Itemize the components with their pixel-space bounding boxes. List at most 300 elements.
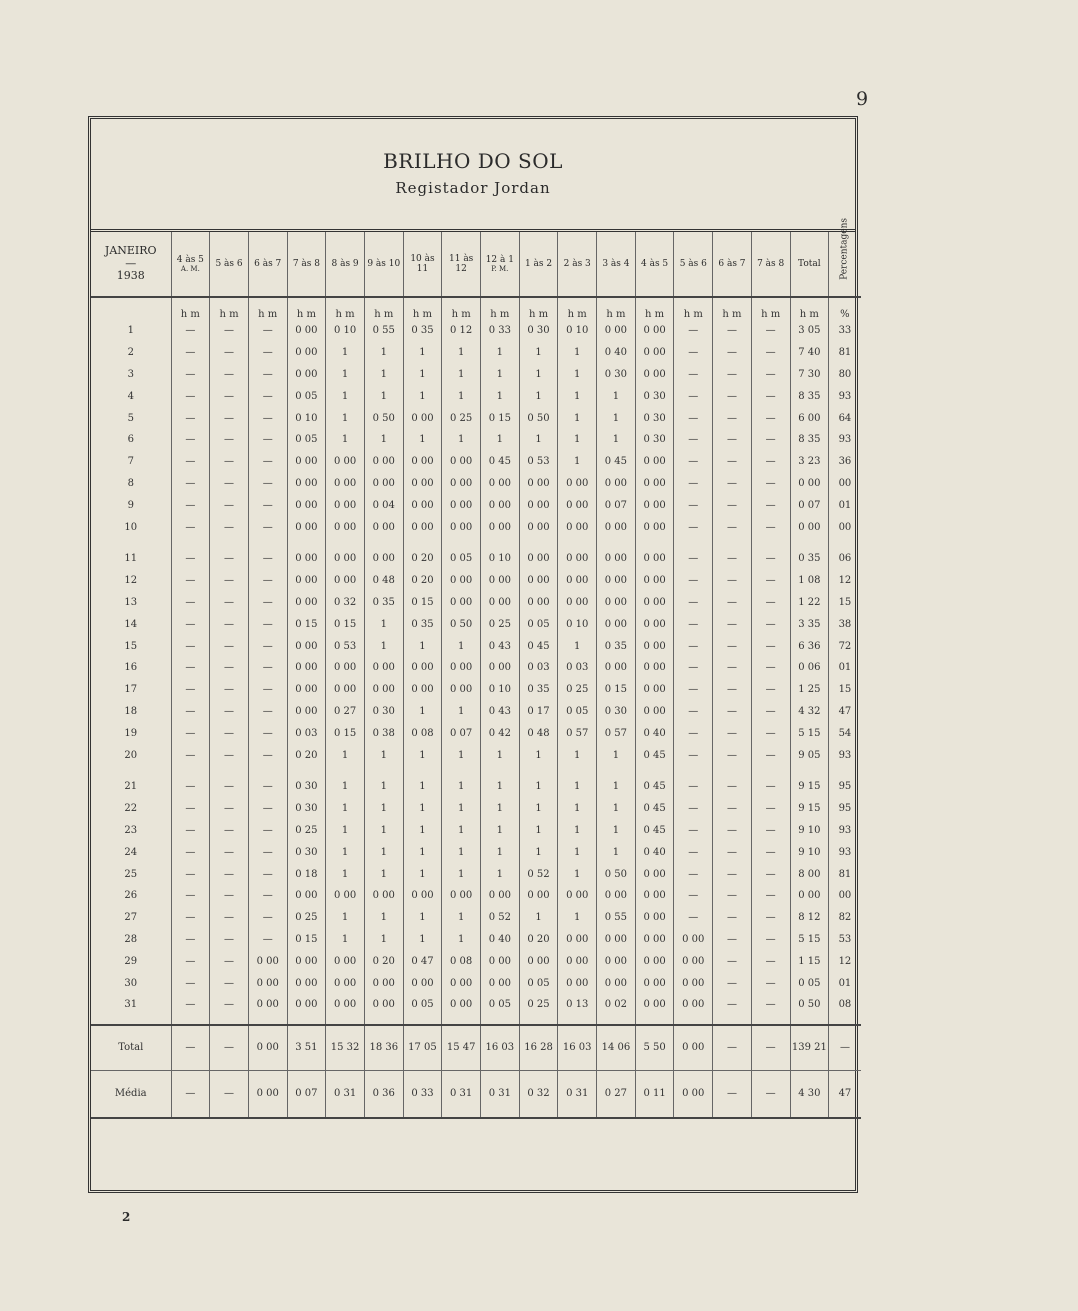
table-cell: 0 00 xyxy=(326,451,365,473)
table-cell: 0 48 xyxy=(364,570,403,592)
table-cell: 8 00 xyxy=(790,863,829,885)
table-cell: — xyxy=(210,841,249,863)
table-cell: — xyxy=(210,429,249,451)
table-row xyxy=(91,451,861,473)
spacer-cell xyxy=(635,538,674,548)
table-cell: 0 00 xyxy=(635,451,674,473)
table-cell: 00 xyxy=(829,473,861,495)
table-cell: — xyxy=(210,516,249,538)
table-cell: — xyxy=(674,776,713,798)
table-row xyxy=(91,820,861,842)
table-cell: 0 00 xyxy=(790,473,829,495)
spacer-cell xyxy=(674,1016,713,1025)
table-cell: h m xyxy=(248,297,287,320)
table-cell: — xyxy=(248,657,287,679)
table-cell: — xyxy=(248,516,287,538)
table-cell: — xyxy=(210,701,249,723)
table-cell: 1 xyxy=(364,744,403,766)
table-cell: 0 07 xyxy=(790,494,829,516)
sunshine-table-frame xyxy=(88,116,858,1193)
table-cell: 0 30 xyxy=(287,798,326,820)
table-cell: 1 xyxy=(403,744,442,766)
table-cell: — xyxy=(210,385,249,407)
table-cell: 0 00 xyxy=(519,885,558,907)
table-cell: 0 00 xyxy=(558,548,597,570)
table-cell: — xyxy=(248,613,287,635)
table-cell: — xyxy=(171,494,210,516)
table-cell: 0 25 xyxy=(558,679,597,701)
table-cell: — xyxy=(674,744,713,766)
table-cell: h m xyxy=(751,297,790,320)
table-cell: — xyxy=(674,701,713,723)
table-cell: — xyxy=(674,364,713,386)
spacer-cell xyxy=(558,1016,597,1025)
table-cell: 0 31 xyxy=(442,1070,481,1118)
table-cell: 23 xyxy=(124,824,138,836)
spacer-cell xyxy=(519,538,558,548)
table-cell: — xyxy=(674,516,713,538)
table-cell: 0 07 xyxy=(597,494,636,516)
table-cell: 0 00 xyxy=(635,950,674,972)
table-cell: 0 00 xyxy=(519,570,558,592)
table-row xyxy=(91,929,861,951)
table-cell: — xyxy=(713,320,752,342)
table-cell: — xyxy=(171,364,210,386)
table-cell: — xyxy=(751,679,790,701)
table-cell: 0 00 xyxy=(442,972,481,994)
spacer-cell xyxy=(326,1016,365,1025)
table-cell: — xyxy=(713,1070,752,1118)
table-cell: 0 00 xyxy=(442,885,481,907)
table-cell: — xyxy=(751,701,790,723)
table-cell: 19 xyxy=(124,727,138,739)
table-row xyxy=(91,657,861,679)
table-cell: 6 36 xyxy=(790,635,829,657)
table-cell: — xyxy=(751,635,790,657)
table-cell: 0 35 xyxy=(790,548,829,570)
table-cell: 9 15 xyxy=(790,798,829,820)
spacer-cell xyxy=(210,766,249,776)
table-row xyxy=(91,994,861,1016)
table-cell: — xyxy=(248,744,287,766)
table-cell: 2 xyxy=(127,347,134,359)
table-cell: 0 45 xyxy=(635,820,674,842)
hour-column-header xyxy=(287,232,326,297)
table-cell: 81 xyxy=(829,342,861,364)
hour-column-label: 6 às 7 xyxy=(254,258,282,269)
hour-column-header xyxy=(713,232,752,297)
table-cell: 0 00 xyxy=(635,701,674,723)
table-cell: 0 00 xyxy=(287,364,326,386)
table-cell: 0 30 xyxy=(597,364,636,386)
table-cell: 11 xyxy=(124,553,138,565)
table-cell: 0 00 xyxy=(287,342,326,364)
table-cell: — xyxy=(171,950,210,972)
table-cell: 0 15 xyxy=(287,929,326,951)
table-cell: 0 00 xyxy=(635,516,674,538)
table-row xyxy=(91,701,861,723)
table-cell: 0 00 xyxy=(558,592,597,614)
spacer-cell xyxy=(287,766,326,776)
unit-row xyxy=(91,297,861,320)
table-cell: 0 00 xyxy=(442,516,481,538)
spacer-cell xyxy=(829,766,861,776)
table-cell: 1 xyxy=(326,364,365,386)
table-cell: 0 02 xyxy=(597,994,636,1016)
table-cell: 38 xyxy=(829,613,861,635)
spacer-cell xyxy=(248,766,287,776)
table-row xyxy=(91,473,861,495)
table-cell: — xyxy=(713,907,752,929)
table-row xyxy=(91,841,861,863)
table-cell: — xyxy=(210,679,249,701)
hour-column-header xyxy=(481,232,520,297)
hour-column-label: 4 às 5 xyxy=(641,258,669,269)
table-cell: — xyxy=(674,657,713,679)
table-cell: 1 xyxy=(403,364,442,386)
table-cell: 0 55 xyxy=(364,320,403,342)
table-cell: — xyxy=(751,516,790,538)
table-cell: 1 xyxy=(364,635,403,657)
spacer-cell xyxy=(248,1016,287,1025)
table-cell: 47 xyxy=(829,701,861,723)
table-cell: — xyxy=(674,320,713,342)
table-cell: — xyxy=(674,570,713,592)
table-cell: 1 xyxy=(442,798,481,820)
hour-column-header xyxy=(210,232,249,297)
table-cell: — xyxy=(751,820,790,842)
table-row xyxy=(91,494,861,516)
table-cell: — xyxy=(713,548,752,570)
table-cell: 1 xyxy=(364,342,403,364)
table-cell: — xyxy=(210,972,249,994)
table-cell: 1 xyxy=(403,776,442,798)
table-cell: 0 00 xyxy=(364,516,403,538)
table-cell: 30 xyxy=(124,977,138,989)
table-cell: 0 10 xyxy=(481,548,520,570)
table-cell: — xyxy=(829,1025,861,1071)
table-cell: 0 15 xyxy=(403,592,442,614)
table-cell: 15 xyxy=(829,592,861,614)
table-cell: 0 00 xyxy=(326,494,365,516)
table-cell: 0 00 xyxy=(481,473,520,495)
table-cell: 9 xyxy=(127,499,134,511)
table-cell: 0 35 xyxy=(403,320,442,342)
table-cell: — xyxy=(713,972,752,994)
table-cell: 93 xyxy=(829,385,861,407)
table-cell: 1 xyxy=(597,776,636,798)
table-cell: 0 00 xyxy=(326,548,365,570)
table-cell: 0 00 xyxy=(287,885,326,907)
table-cell: 1 22 xyxy=(790,592,829,614)
table-cell: 0 00 xyxy=(287,635,326,657)
table-cell: 1 xyxy=(558,635,597,657)
table-cell: — xyxy=(171,451,210,473)
table-cell: 0 00 xyxy=(248,994,287,1016)
table-cell: 0 00 xyxy=(519,592,558,614)
table-cell: h m xyxy=(403,297,442,320)
table-cell: Média xyxy=(91,1070,171,1118)
table-cell: 01 xyxy=(829,657,861,679)
table-cell: 0 00 xyxy=(558,494,597,516)
table-cell: 0 08 xyxy=(403,722,442,744)
table-cell: 4 32 xyxy=(790,701,829,723)
table-cell: — xyxy=(751,592,790,614)
table-cell: 0 25 xyxy=(481,613,520,635)
table-cell: 0 00 xyxy=(403,516,442,538)
table-row xyxy=(91,516,861,538)
table-cell: 8 35 xyxy=(790,429,829,451)
table-row xyxy=(91,592,861,614)
spacer-cell xyxy=(326,538,365,548)
table-cell: 0 30 xyxy=(519,320,558,342)
table-cell: h m xyxy=(287,297,326,320)
table-cell: 15 32 xyxy=(326,1025,365,1071)
table-cell: — xyxy=(248,679,287,701)
table-cell: 1 xyxy=(481,820,520,842)
table-cell: — xyxy=(674,494,713,516)
spacer-cell xyxy=(248,538,287,548)
table-cell: 1 xyxy=(364,820,403,842)
table-cell: — xyxy=(171,722,210,744)
spacer-cell xyxy=(635,1016,674,1025)
table-cell: — xyxy=(713,841,752,863)
table-cell: 0 00 xyxy=(635,679,674,701)
table-cell: — xyxy=(751,885,790,907)
table-cell: 0 00 xyxy=(674,950,713,972)
table-cell: 0 10 xyxy=(558,320,597,342)
table-cell: 1 xyxy=(519,364,558,386)
table-cell: 0 04 xyxy=(364,494,403,516)
table-cell: 0 00 xyxy=(326,516,365,538)
table-cell: 00 xyxy=(829,516,861,538)
table-cell: 0 00 xyxy=(326,885,365,907)
table-cell: — xyxy=(751,722,790,744)
table-row xyxy=(91,972,861,994)
table-cell: 1 xyxy=(403,635,442,657)
table-cell: — xyxy=(171,841,210,863)
table-cell: 0 30 xyxy=(287,841,326,863)
table-row xyxy=(91,548,861,570)
table-cell: — xyxy=(210,635,249,657)
hour-column-header xyxy=(519,232,558,297)
table-cell: — xyxy=(713,516,752,538)
table-cell: — xyxy=(713,592,752,614)
table-cell: — xyxy=(751,950,790,972)
table-cell: 1 xyxy=(403,907,442,929)
table-cell: 81 xyxy=(829,863,861,885)
table-cell: 20 xyxy=(124,749,138,761)
spacer-cell xyxy=(519,1016,558,1025)
table-cell: 0 00 xyxy=(597,516,636,538)
table-cell: — xyxy=(713,451,752,473)
table-cell: — xyxy=(713,994,752,1016)
table-cell: — xyxy=(713,776,752,798)
table-cell: 5 15 xyxy=(790,722,829,744)
table-cell: 1 xyxy=(442,907,481,929)
table-cell: 72 xyxy=(829,635,861,657)
table-cell: 1 xyxy=(597,820,636,842)
table-cell: 0 00 xyxy=(403,473,442,495)
table-cell: 0 00 xyxy=(364,548,403,570)
table-cell: 93 xyxy=(829,429,861,451)
table-cell: — xyxy=(210,820,249,842)
table-cell: — xyxy=(171,929,210,951)
table-subtitle: Registador Jordan xyxy=(395,179,551,197)
hour-column-label: Total xyxy=(798,258,821,269)
table-cell: 1 xyxy=(597,744,636,766)
table-cell: 0 12 xyxy=(442,320,481,342)
table-cell: 01 xyxy=(829,972,861,994)
table-cell: 0 35 xyxy=(364,592,403,614)
table-cell: 3 05 xyxy=(790,320,829,342)
table-cell: — xyxy=(751,570,790,592)
spacer-cell xyxy=(364,766,403,776)
spacer-cell xyxy=(713,1016,752,1025)
table-cell: 12 xyxy=(829,950,861,972)
table-cell: 93 xyxy=(829,744,861,766)
table-cell: — xyxy=(751,364,790,386)
table-cell: 1 xyxy=(442,635,481,657)
table-cell: 0 13 xyxy=(558,994,597,1016)
table-row xyxy=(91,364,861,386)
table-cell: 1 xyxy=(558,342,597,364)
table-cell: — xyxy=(248,798,287,820)
table-cell: 7 xyxy=(127,456,134,468)
month-header xyxy=(91,232,171,297)
spacer-cell xyxy=(91,538,171,548)
table-cell: 0 00 xyxy=(674,972,713,994)
table-cell: 7 40 xyxy=(790,342,829,364)
spacer-cell xyxy=(829,538,861,548)
table-cell: 0 30 xyxy=(364,701,403,723)
table-cell: — xyxy=(713,679,752,701)
table-cell: — xyxy=(171,701,210,723)
spacer-cell xyxy=(597,1016,636,1025)
hour-column-label: 8 às 9 xyxy=(331,258,359,269)
table-cell: — xyxy=(674,635,713,657)
table-cell: 1 xyxy=(519,841,558,863)
table-cell: — xyxy=(751,1025,790,1071)
table-cell: 1 xyxy=(442,841,481,863)
hour-column-header xyxy=(364,232,403,297)
table-cell: 1 xyxy=(442,929,481,951)
table-cell: 80 xyxy=(829,364,861,386)
table-cell: 0 32 xyxy=(326,592,365,614)
table-row xyxy=(91,798,861,820)
total-row xyxy=(91,1025,861,1071)
table-row xyxy=(91,907,861,929)
spacer-cell xyxy=(403,1016,442,1025)
table-cell: — xyxy=(210,1025,249,1071)
spacer-cell xyxy=(326,766,365,776)
table-cell: — xyxy=(171,342,210,364)
table-cell: 1 xyxy=(558,451,597,473)
table-cell: 0 00 xyxy=(635,635,674,657)
table-cell: 53 xyxy=(829,929,861,951)
table-cell: 16 03 xyxy=(481,1025,520,1071)
table-cell: 95 xyxy=(829,798,861,820)
table-cell: 0 00 xyxy=(364,679,403,701)
table-cell: 0 18 xyxy=(287,863,326,885)
table-cell: 0 00 xyxy=(403,679,442,701)
table-cell: 0 00 xyxy=(635,907,674,929)
table-cell: 1 xyxy=(442,701,481,723)
table-cell: — xyxy=(248,863,287,885)
spacer-cell xyxy=(519,766,558,776)
table-cell: — xyxy=(713,657,752,679)
table-cell: 0 00 xyxy=(790,885,829,907)
table-cell: — xyxy=(751,776,790,798)
table-cell: 0 00 xyxy=(558,972,597,994)
table-cell: 0 03 xyxy=(519,657,558,679)
table-cell: 0 00 xyxy=(597,972,636,994)
table-cell: — xyxy=(248,701,287,723)
table-cell: 0 00 xyxy=(635,494,674,516)
spacer-cell xyxy=(635,766,674,776)
table-cell: 15 xyxy=(124,640,138,652)
table-cell: 0 00 xyxy=(635,613,674,635)
table-cell: 47 xyxy=(829,1070,861,1118)
hour-column-label: 5 às 6 xyxy=(215,258,243,269)
table-cell: 0 33 xyxy=(403,1070,442,1118)
table-cell: 0 27 xyxy=(326,701,365,723)
table-cell: — xyxy=(171,592,210,614)
table-cell: 0 00 xyxy=(403,885,442,907)
table-cell: 0 00 xyxy=(558,516,597,538)
table-cell: 0 10 xyxy=(287,407,326,429)
table-cell: h m xyxy=(326,297,365,320)
table-cell: — xyxy=(751,907,790,929)
table-cell: 0 11 xyxy=(635,1070,674,1118)
table-cell: h m xyxy=(790,297,829,320)
table-cell: 13 xyxy=(124,596,138,608)
table-cell: — xyxy=(171,798,210,820)
table-cell: 1 xyxy=(481,776,520,798)
table-row xyxy=(91,407,861,429)
table-cell: 0 31 xyxy=(558,1070,597,1118)
hour-column-label: 7 às 8 xyxy=(292,258,320,269)
table-cell: 1 xyxy=(364,429,403,451)
table-cell: — xyxy=(171,679,210,701)
table-cell: 0 00 xyxy=(403,657,442,679)
table-row xyxy=(91,429,861,451)
table-cell: — xyxy=(751,320,790,342)
table-cell: — xyxy=(713,429,752,451)
spacer-cell xyxy=(171,538,210,548)
table-cell: 16 03 xyxy=(558,1025,597,1071)
table-cell: 1 xyxy=(364,364,403,386)
sunshine-table xyxy=(91,217,861,1119)
table-cell: — xyxy=(674,798,713,820)
table-cell: 0 45 xyxy=(635,744,674,766)
table-cell: 0 50 xyxy=(442,613,481,635)
table-cell: — xyxy=(171,820,210,842)
table-cell: h m xyxy=(364,297,403,320)
table-cell: 8 35 xyxy=(790,385,829,407)
table-cell: 15 xyxy=(829,679,861,701)
spacer-cell xyxy=(91,1016,171,1025)
table-row xyxy=(91,385,861,407)
table-cell: 0 07 xyxy=(442,722,481,744)
table-cell: 1 xyxy=(558,820,597,842)
table-cell xyxy=(91,297,171,320)
table-cell: 0 00 xyxy=(287,473,326,495)
table-cell: 0 05 xyxy=(287,429,326,451)
table-cell: 0 00 xyxy=(674,1025,713,1071)
spacer-cell xyxy=(210,538,249,548)
table-cell: — xyxy=(171,776,210,798)
